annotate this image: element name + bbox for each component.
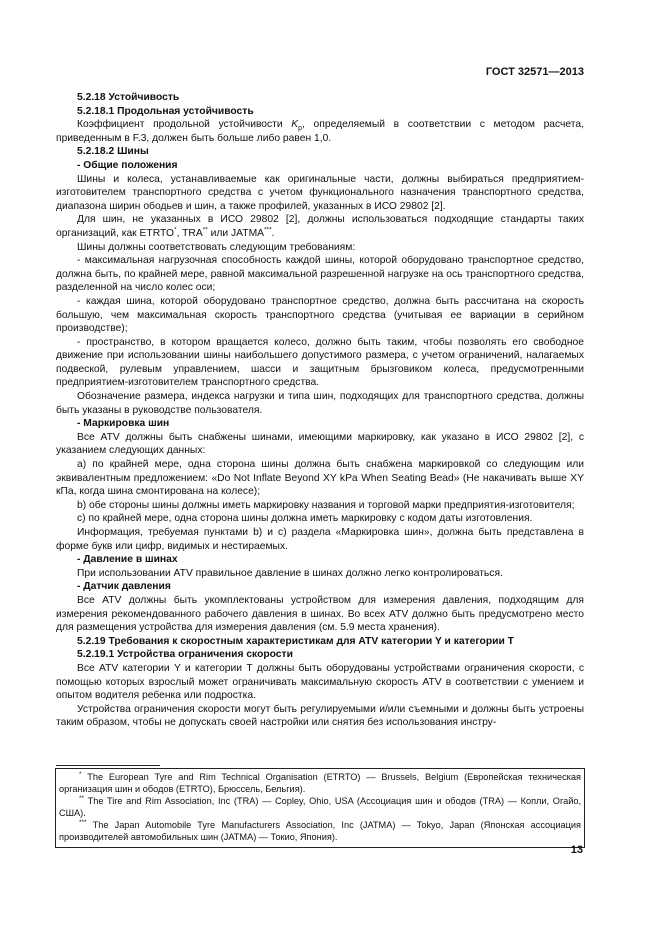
list-item: c) по крайней мере, одна сторона шины должна иметь маркировку с кодом даты изготовления. xyxy=(77,513,533,525)
document-body xyxy=(56,91,584,730)
footnote-mark: *** xyxy=(79,818,87,826)
paragraph: Обозначение размера, индекса нагрузки и типа шин, подходящих для транспортного средства, должны быть указаны в руководстве пользователя. xyxy=(56,391,584,416)
list-item: - каждая шина, которой оборудовано транспортное средство, должна быть рассчитана на скорость большую, чем максимальная скорость транспортного средства (учитывая ее вариации в серийном производстве); xyxy=(56,295,584,335)
footnote-separator xyxy=(56,765,160,766)
subsection-heading: 5.2.18.1 Продольная устойчивость xyxy=(77,105,254,117)
list-item: а) по крайней мере, одна сторона шины должна быть снабжена маркировкой со следующим или эквивалентным предложением: «Do Not Inflate Beyond XY kPa When Seating Bead» (Не накачивать выше XY кПа, когда шина смонтирована на колесе); xyxy=(56,459,584,498)
footnote-mark: ** xyxy=(79,794,85,802)
page-number: 13 xyxy=(570,844,583,856)
paragraph: При использовании ATV правильное давление в шинах должно легко контролироваться. xyxy=(77,567,503,579)
paragraph: Все ATV должны быть снабжены шинами, имеющими маркировку, как указано в ИСО 29802 [2], с указанием следующих данных: xyxy=(56,431,584,457)
topic-heading: - Датчик давления xyxy=(77,581,171,593)
footnote-ref: ** xyxy=(202,226,208,234)
paragraph: Информация, требуемая пунктами b) и c) раздела «Маркировка шин», должна быть представлена в форме букв или цифр, видимых и нестираемых. xyxy=(56,527,584,552)
section-heading: 5.2.19 Требования к скоростным характеристикам для ATV категории Y и категории T xyxy=(77,635,514,647)
footnote: ** The Tire and Rim Association, Inc (TRA) — Copley, Ohio, USA (Ассоциация шин и ободов (TRA) — Копли, Огайо, США). xyxy=(59,794,581,818)
footnote-ref: * xyxy=(174,226,177,234)
coefficient-subscript: p xyxy=(298,125,303,133)
topic-heading: - Давление в шинах xyxy=(77,554,178,566)
coefficient-symbol: K xyxy=(291,119,299,131)
paragraph: Для шин, не указанных в ИСО 29802 [2], должны использоваться подходящие стандарты таких организаций, как ETRTO*, TRA** или JATMA***. xyxy=(56,214,584,239)
paragraph: Устройства ограничения скорости могут быть регулируемыми и/или съемными и должны быть устроены таким образом, чтобы не допускать своей настройки или снятия без использования инстру- xyxy=(56,703,584,729)
section-heading: 5.2.18 Устойчивость xyxy=(77,92,180,103)
paragraph: Коэффициент продольной устойчивости $K_p$, определяемый в соответствии с методом расчета, приведенным в F.3, должен быть больше либо равен 1,0. xyxy=(56,119,584,144)
list-item: - пространство, в котором вращается колесо, должно быть таким, чтобы позволять его свободное движение при использовании шины наибольшего допустимого размера, с учетом ограничений, налагаемых подвеской, рулевым управлением, шасси и защитным брызговиком колеса, предусмотренными предприятием-изготовителем транспортного средства. xyxy=(56,336,584,389)
subsection-heading: 5.2.18.2 Шины xyxy=(77,146,149,158)
footnote-ref: *** xyxy=(264,226,272,234)
topic-heading: - Общие положения xyxy=(77,159,178,171)
footnote-mark: * xyxy=(79,770,82,778)
footnotes-box xyxy=(55,768,585,848)
list-item: - максимальная нагрузочная способность каждой шины, которой оборудовано транспортное средство, должна быть, по крайней мере, равной максимальной разрешенной нагрузке на ось транспортного средства, разделенной на число колес оси; xyxy=(56,255,584,294)
subsection-heading: 5.2.19.1 Устройства ограничения скорости xyxy=(77,649,293,661)
paragraph: Все ATV категории Y и категории T должны быть оборудованы устройствами ограничения скорости, с помощью которых взрослый может ограничивать максимальную скорость ATV в соответствии с умением и опытом водителя ребенка или подростка. xyxy=(56,662,584,702)
footnote: *** The Japan Automobile Tyre Manufacturers Association, Inc (JATMA) — Tokyo, Japan (Японская ассоциация производителей автомобильных шин (JATMA) — Токио, Япония). xyxy=(59,818,581,842)
paragraph: Шины и колеса, устанавливаемые как оригинальные части, должны выбираться предприятием-изготовителем транспортного средства с учетом функционального назначения транспортного средства, диапазона ширин ободьев и шин, а также профилей, указанных в ИСО 29802 [2]. xyxy=(56,173,584,212)
paragraph: Шины должны соответствовать следующим требованиям: xyxy=(77,241,356,253)
footnote: * The European Tyre and Rim Technical Organisation (ETRTO) — Brussels, Belgium (Европейская техническая организация шин и ободов (ETRTO), Брюссель, Бельгия). xyxy=(59,770,581,794)
topic-heading: - Маркировка шин xyxy=(77,418,170,430)
list-item: b) обе стороны шины должны иметь маркировку названия и торговой марки предприятия-изготовителя; xyxy=(77,499,575,511)
standard-header: ГОСТ 32571—2013 xyxy=(485,66,584,78)
paragraph: Все ATV должны быть укомплектованы устройством для измерения давления, подходящим для измерения рекомендованного рабочего давления в шинах. Во всех ATV должно быть предусмотрено место для размещения устройства для измерения давления (см. 5.9 места хранения). xyxy=(56,594,584,634)
